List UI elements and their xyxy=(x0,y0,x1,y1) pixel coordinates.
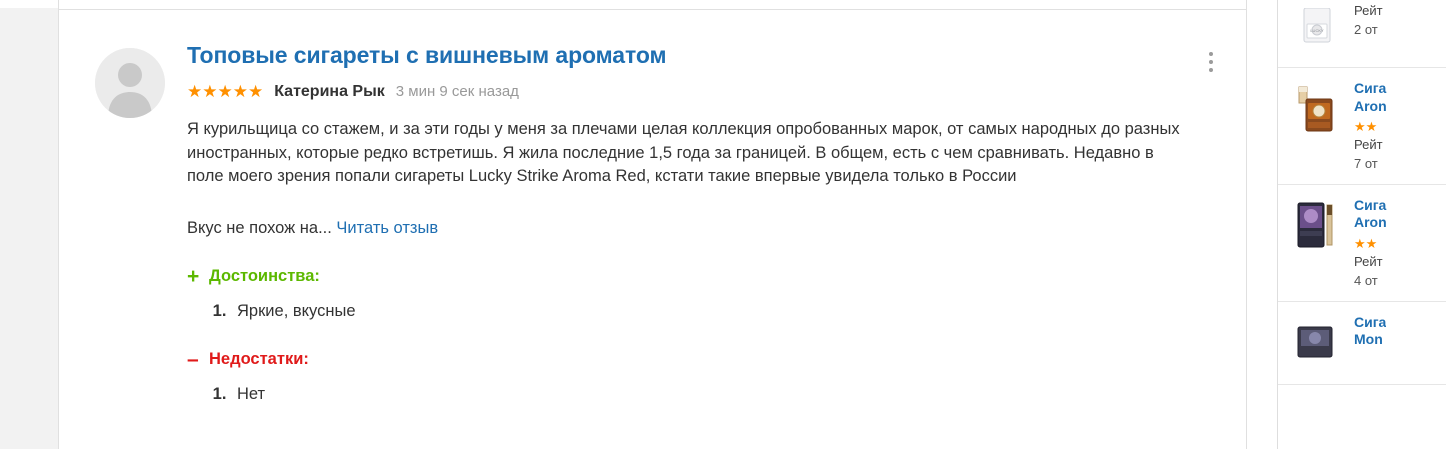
cons-header xyxy=(187,349,1186,370)
review-content xyxy=(187,42,1186,407)
product-title-line1: Сига xyxy=(1354,80,1387,96)
cons-list xyxy=(187,382,1186,407)
product-thumbnail xyxy=(1290,195,1344,257)
product-title-line1: Сига xyxy=(1354,313,1387,330)
review-card xyxy=(58,0,1247,449)
product-thumbnail xyxy=(1290,0,1344,62)
review-card-inner xyxy=(59,9,1246,449)
product-title[interactable] xyxy=(1354,197,1387,232)
product-reviews-count: 2 от xyxy=(1354,21,1378,37)
review-timestamp: 3 мин 9 сек назад xyxy=(395,83,519,101)
list-item[interactable] xyxy=(1278,68,1446,185)
rating-stars: ★★★★★ xyxy=(187,82,264,102)
list-item: 1. Нет xyxy=(231,382,1186,407)
review-tail-text: Вкус не похож на... xyxy=(187,219,332,238)
product-title[interactable] xyxy=(1354,314,1386,349)
product-info xyxy=(1354,78,1387,174)
product-title-line2: Mon xyxy=(1354,331,1383,348)
related-products-sidebar[interactable] xyxy=(1277,0,1446,449)
list-item[interactable] xyxy=(1278,0,1446,68)
product-rating-label: Рейт xyxy=(1354,3,1383,18)
review-body-text: Я курильщица со стажем, и за эти годы у меня за плечами целая коллекция опробованных марок, от самых народных до разных иностранных, которые редко встретишь. Я жила последние 1,5 года за границей. В общем, есть с чем сравнивать. Недавно в поле моего зрения попали сигареты Lucky Strike Aroma Red, кстати такие впервые увидела только в России xyxy=(187,119,1180,186)
product-reviews-count: 4 от xyxy=(1354,272,1378,288)
product-thumbnail xyxy=(1290,78,1344,140)
review-meta xyxy=(187,83,1186,101)
review-options-kebab-icon[interactable] xyxy=(1200,52,1222,80)
left-gutter-top-spacer xyxy=(0,0,58,8)
cons-label: Недостатки: xyxy=(209,350,309,369)
list-item[interactable] xyxy=(1278,185,1446,302)
product-title-line2: Aron xyxy=(1354,214,1387,231)
review-truncated-line xyxy=(187,217,1186,241)
product-rating-label: Рейт xyxy=(1354,254,1383,270)
product-reviews-count: 7 от xyxy=(1354,156,1378,172)
product-rating-stars: ★★ xyxy=(1354,235,1378,251)
product-info xyxy=(1354,0,1383,57)
product-title[interactable] xyxy=(1354,80,1387,115)
svg-text:LUCKY: LUCKY xyxy=(1310,28,1324,33)
product-title-line1: Сига xyxy=(1354,196,1387,213)
product-rating-label: Рейт xyxy=(1354,137,1383,153)
cons-section xyxy=(187,349,1186,407)
pros-label: Достоинства: xyxy=(209,267,320,286)
review-author[interactable]: Катерина Рык xyxy=(274,82,385,100)
list-item: 1. Яркие, вкусные xyxy=(231,299,1186,324)
minus-icon: – xyxy=(187,348,199,372)
product-title-line2: Aron xyxy=(1354,97,1387,114)
product-info xyxy=(1354,312,1386,374)
product-info xyxy=(1354,195,1387,291)
pros-list xyxy=(187,299,1186,324)
pros-section xyxy=(187,266,1186,324)
product-thumbnail xyxy=(1290,312,1344,374)
avatar xyxy=(95,48,165,118)
left-gutter xyxy=(0,0,59,449)
product-rating-stars: ★★ xyxy=(1354,119,1378,134)
review-title[interactable]: Топовые сигареты с вишневым ароматом xyxy=(187,42,667,68)
pros-header xyxy=(187,266,1186,287)
list-item[interactable] xyxy=(1278,302,1446,385)
plus-icon: + xyxy=(187,265,200,289)
read-review-link[interactable]: Читать отзыв xyxy=(336,219,439,238)
